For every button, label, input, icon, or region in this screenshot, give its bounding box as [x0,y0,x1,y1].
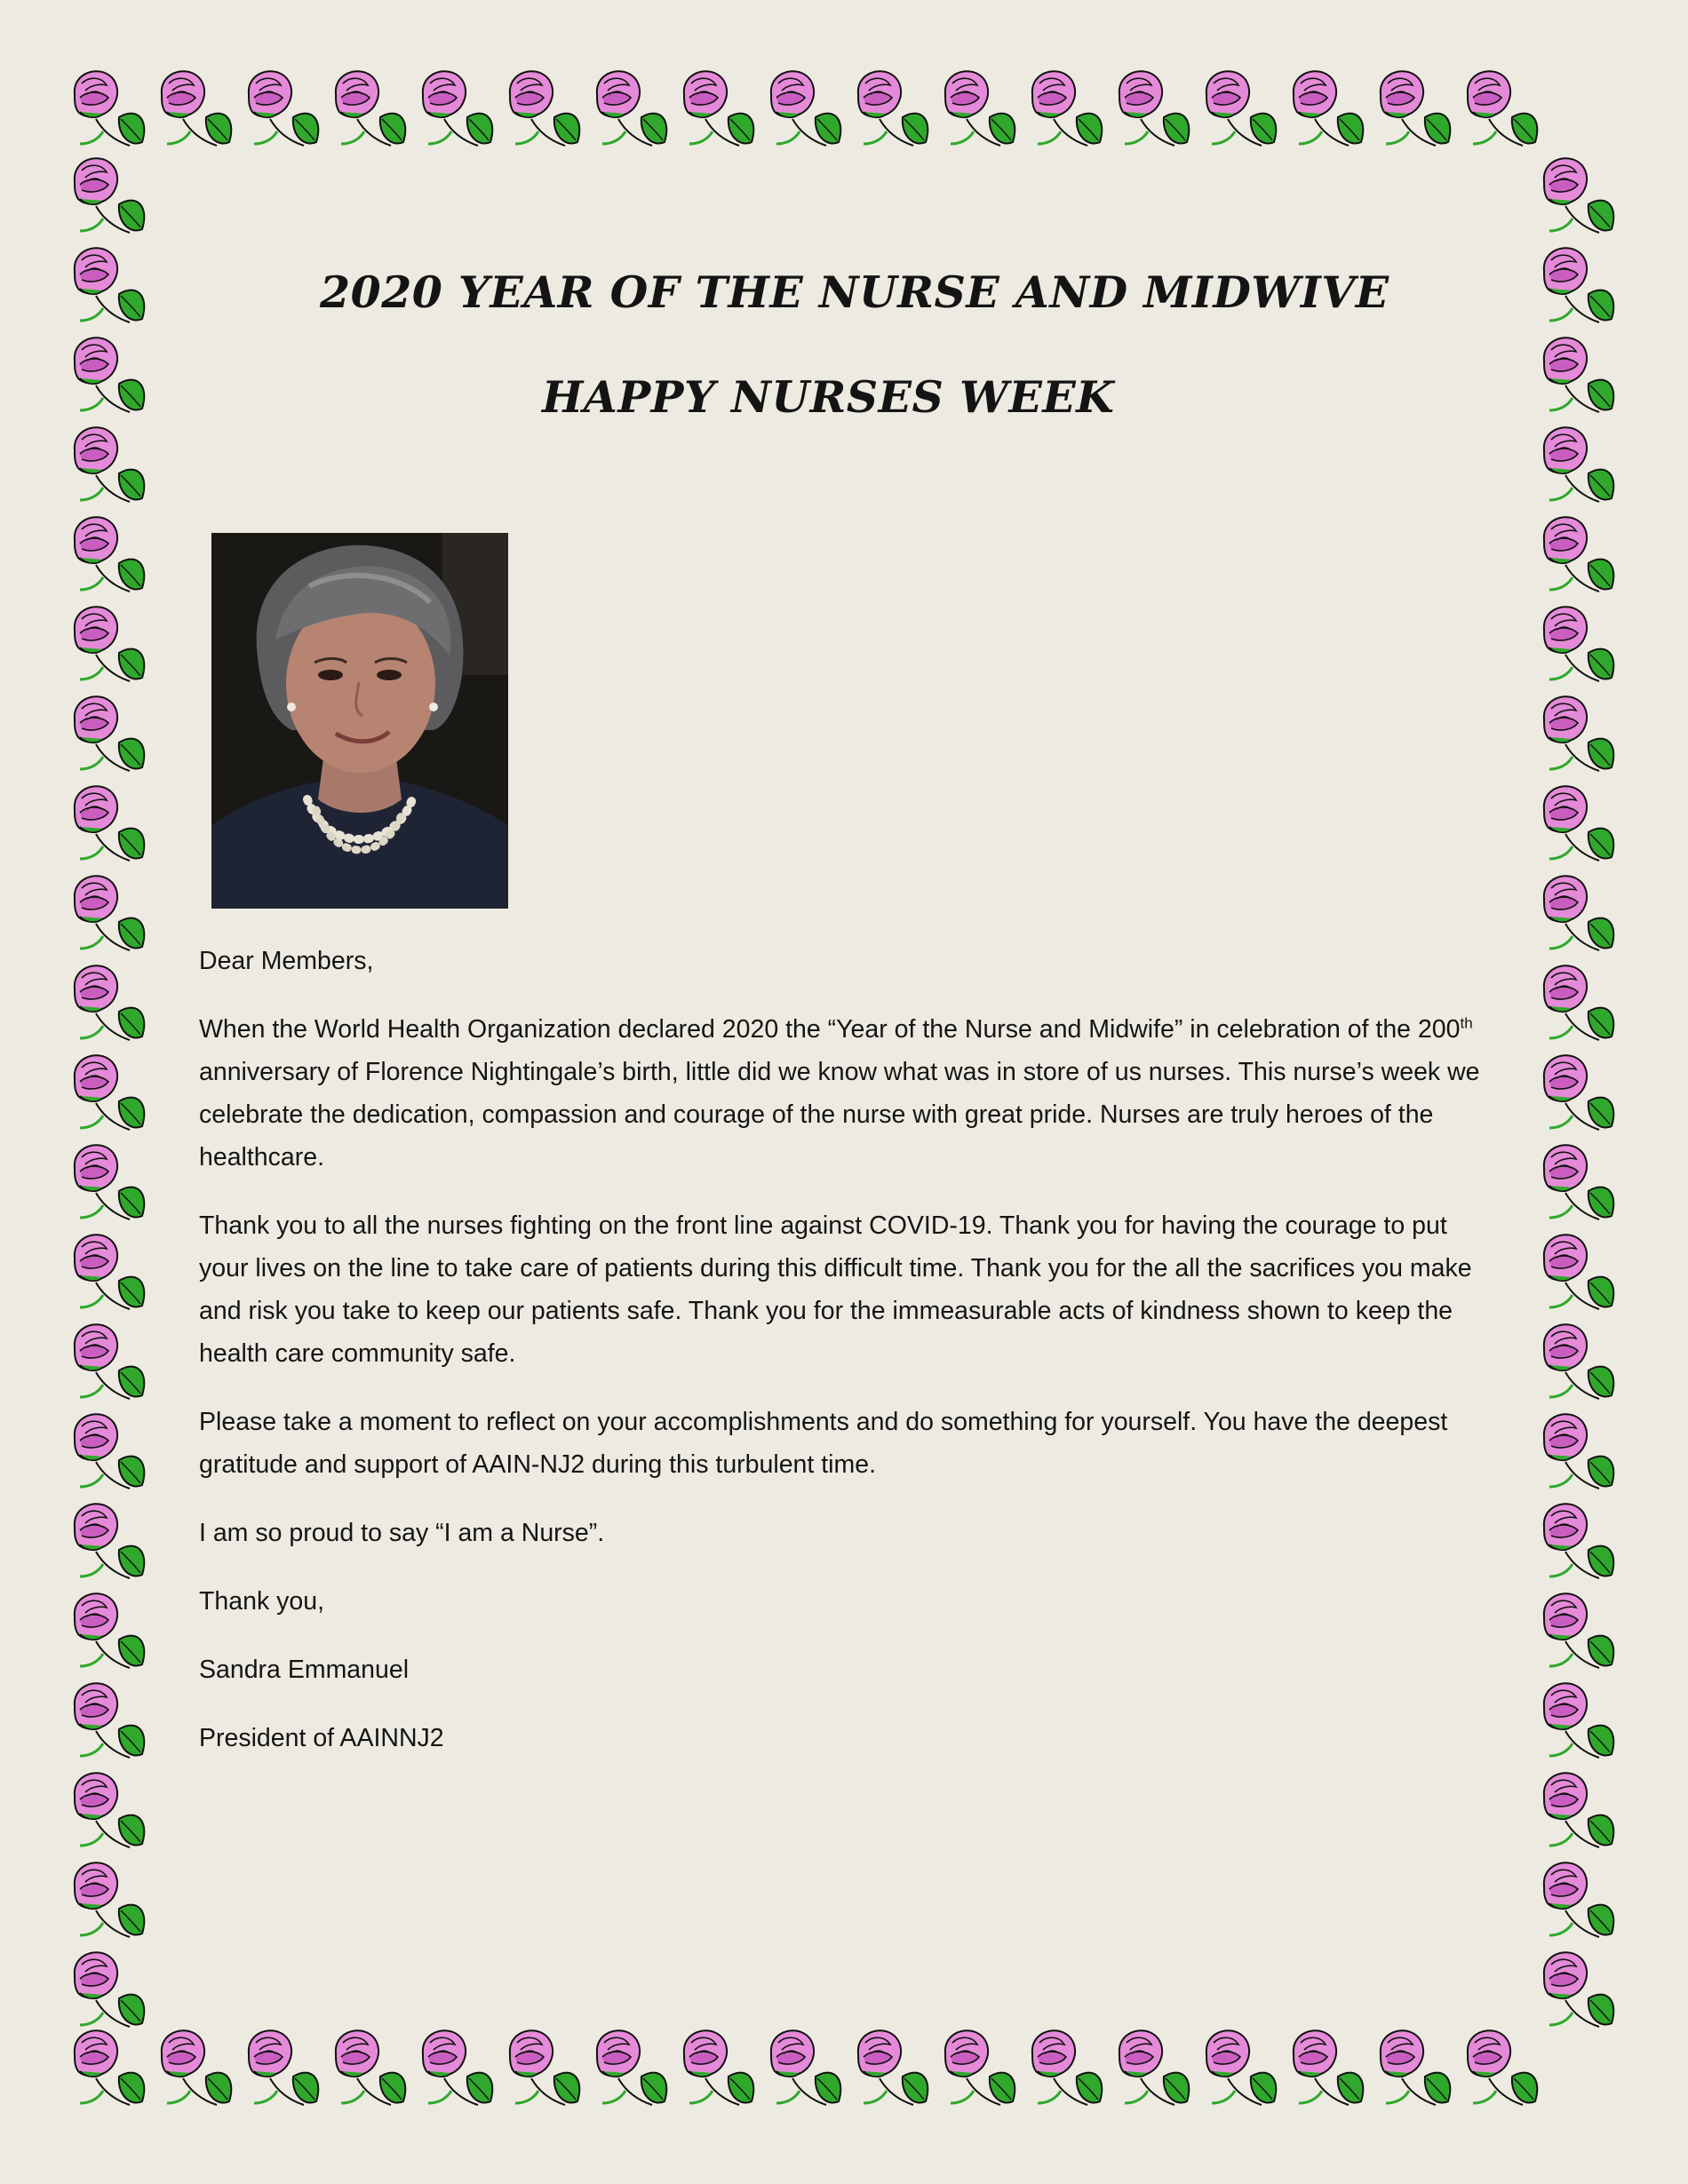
portrait-photo [211,533,508,909]
paragraph-year-of-nurse [199,1008,1496,1179]
paragraph-proud: I am so proud to say “I am a Nurse”. [199,1519,605,1547]
closing: Thank you, [199,1587,324,1616]
signature-name: Sandra Emmanuel [199,1656,410,1684]
letter-body [199,940,1496,1785]
salutation: Dear Members, [199,947,374,975]
paragraph-text: When the World Health Organization declared 2020 the “Year of the Nurse and Midwife” in celebration of the 200 [199,1015,1461,1044]
title-happy-nurses-week: HAPPY NURSES WEEK [542,371,1115,423]
paragraph-text: anniversary of Florence Nightingale’s birth, little did we know what was in store of us nurses. This nurse’s week we celebrate the dedication, compassion and courage of the nurse with great pride. Nurses are truly heroes of the healthcare. [199,1058,1480,1171]
title-year-of-nurse: 2020 YEAR OF THE NURSE AND MIDWIVE [320,266,1389,318]
ordinal-suffix: th [1460,1014,1473,1032]
paragraph-thank-you-nurses: Thank you to all the nurses fighting on the front line against COVID-19. Thank you for having the courage to put your lives on the line to take care of patients during this difficult time. Thank you for the all the sacrifices you make and risk you take to keep our patients safe. Thank you for the immeasurable acts of kindness shown to keep the health care community safe. [199,1211,1472,1368]
paragraph-reflect: Please take a moment to reflect on your accomplishments and do something for yourself. You have the deepest gratitude and support of AAIN-NJ2 during this turbulent time. [199,1408,1448,1479]
signature-title: President of AAINNJ2 [199,1724,444,1752]
